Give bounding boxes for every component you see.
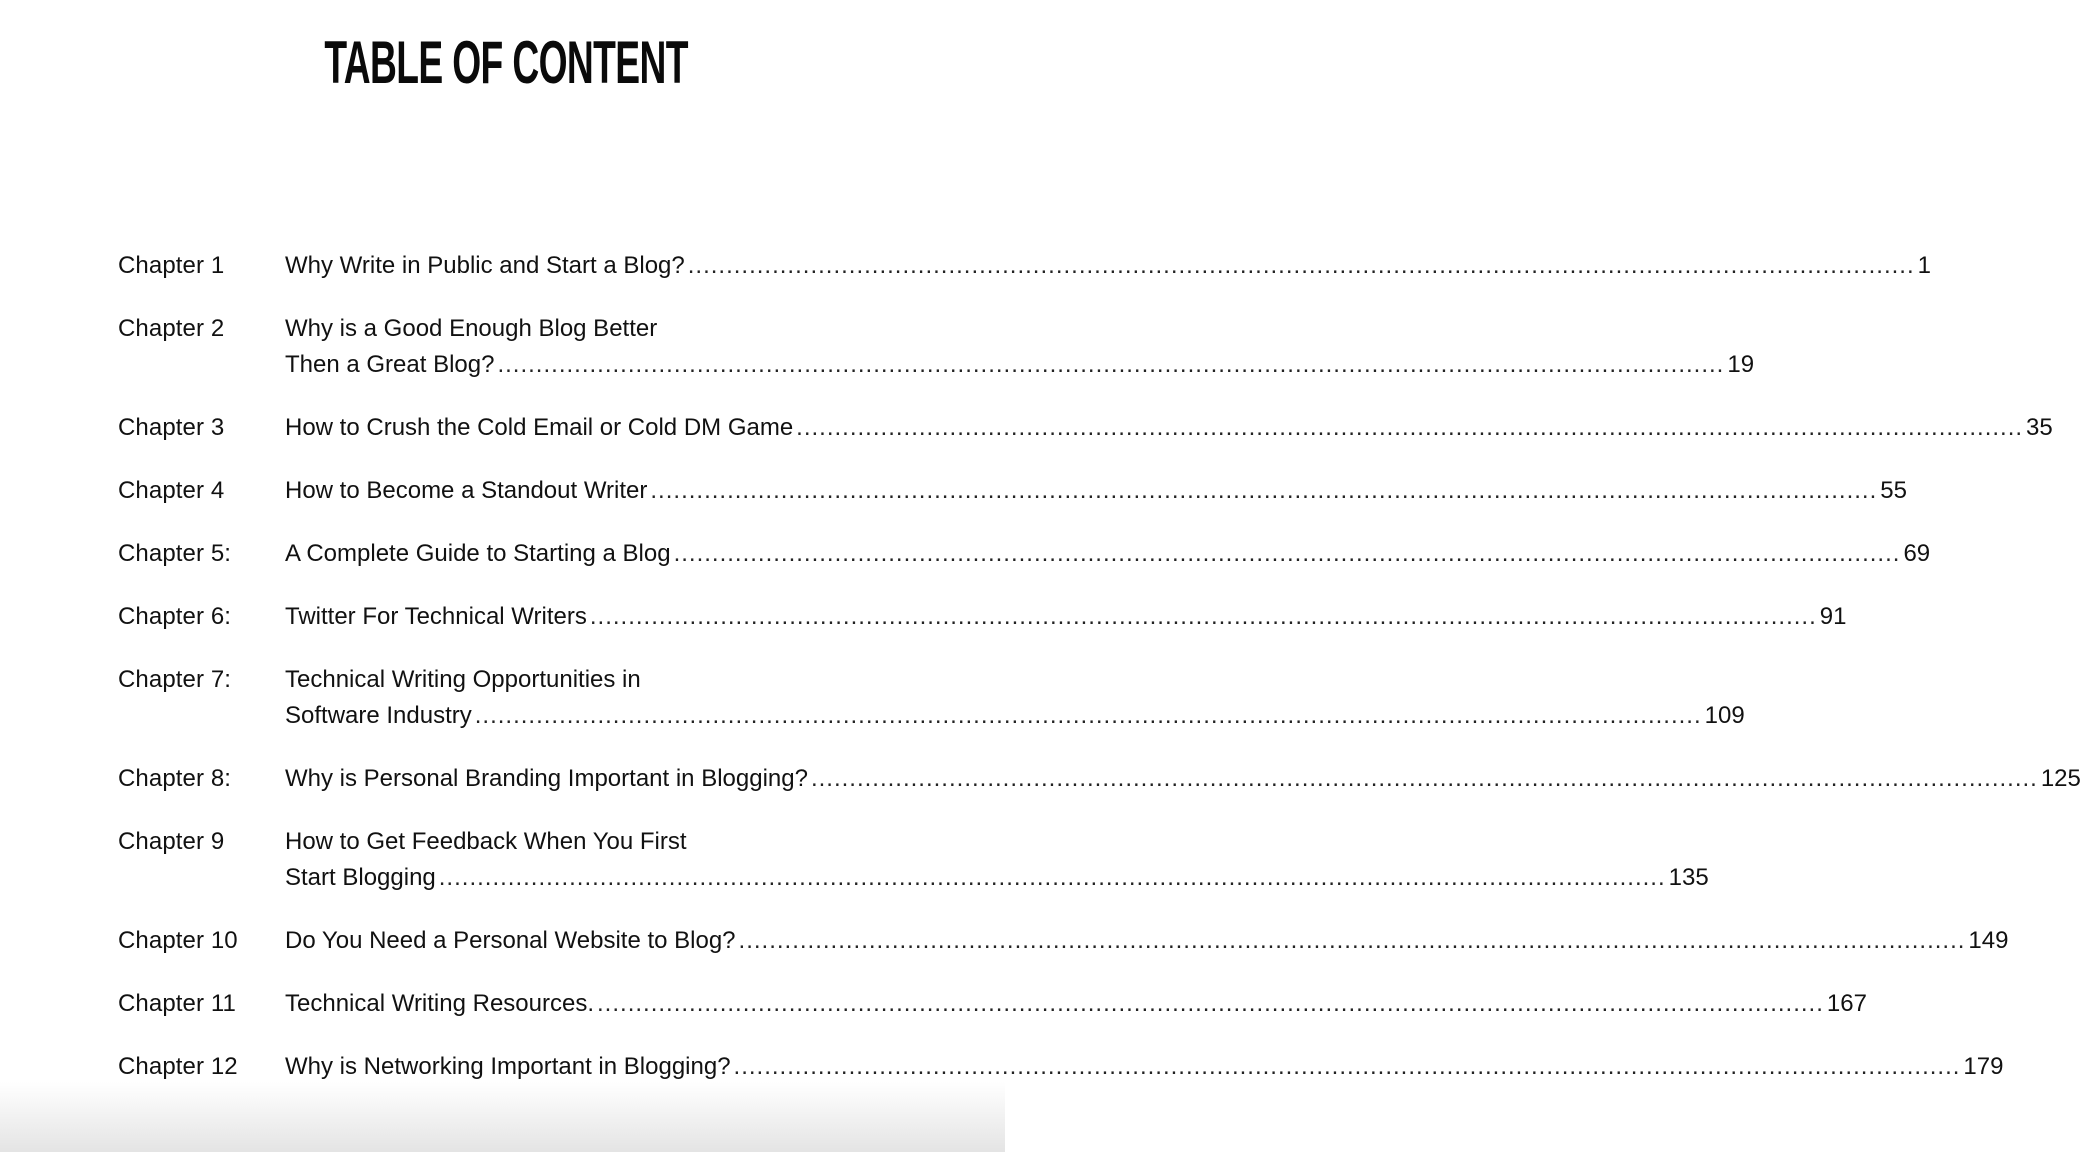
entry-title: Twitter For Technical Writers (285, 603, 587, 630)
entry-body (285, 536, 1930, 572)
entry-body (285, 1049, 2003, 1085)
page-number: 19 (1727, 351, 1755, 378)
dot-leader (590, 599, 1817, 635)
chapter-label: Chapter 11 (118, 990, 236, 1017)
entry-title: Why is Networking Important in Blogging? (285, 1053, 731, 1080)
dot-leader (796, 410, 2023, 446)
page-bottom-shadow (0, 1082, 1005, 1152)
entry-body (285, 599, 1846, 635)
entry-last-line (285, 473, 1907, 509)
toc-entry (118, 986, 1867, 1022)
toc-entry (118, 473, 1907, 509)
entry-title: A Complete Guide to Starting a Blog (285, 540, 671, 567)
entry-title: How to Crush the Cold Email or Cold DM Game (285, 414, 794, 441)
entry-last-line (285, 761, 2081, 797)
toc-entry (118, 923, 2009, 959)
entry-title-line1: Technical Writing Opportunities in (285, 666, 641, 693)
page-title: TABLE OF CONTENT (324, 29, 688, 96)
page-number: 91 (1819, 603, 1847, 630)
toc-entry (118, 248, 1931, 284)
entry-last-line (285, 410, 2053, 446)
toc-entry (118, 536, 1931, 572)
toc-entry (118, 1049, 2004, 1085)
entry-last-line (285, 347, 1754, 383)
entry-title: Why is Personal Branding Important in Blogging? (285, 765, 808, 792)
chapter-label: Chapter 5: (118, 540, 232, 567)
entry-body (285, 662, 1745, 734)
chapter-label: Chapter 12 (118, 1053, 238, 1080)
dot-leader (688, 248, 1915, 284)
page-number: 125 (2040, 765, 2081, 792)
entry-last-line (285, 860, 1709, 896)
entry-title: Technical Writing Resources. (285, 990, 595, 1017)
chapter-label: Chapter 9 (118, 828, 225, 855)
dot-leader (439, 860, 1666, 896)
entry-title-line1: How to Get Feedback When You First (285, 828, 687, 855)
entry-body (285, 311, 1754, 383)
page-number: 149 (1968, 927, 2009, 954)
toc-entry (118, 662, 1745, 734)
chapter-label: Chapter 1 (118, 252, 225, 279)
chapter-label: Chapter 7: (118, 666, 232, 693)
entry-title-line1: Why is a Good Enough Blog Better (285, 315, 658, 342)
entry-body (285, 986, 1867, 1022)
entry-title: Then a Great Blog? (285, 351, 495, 378)
dot-leader (734, 1049, 1961, 1085)
dot-leader (597, 986, 1824, 1022)
chapter-label: Chapter 3 (118, 414, 225, 441)
chapter-label: Chapter 4 (118, 477, 225, 504)
dot-leader (674, 536, 1901, 572)
entry-last-line (285, 248, 1931, 284)
page-number: 167 (1826, 990, 1867, 1017)
toc-entry (118, 599, 1847, 635)
chapter-label: Chapter 10 (118, 927, 238, 954)
entry-body (285, 824, 1709, 896)
page-number: 1 (1917, 252, 1931, 279)
entry-body (285, 473, 1907, 509)
entry-body (285, 410, 2053, 446)
page-number: 179 (1963, 1053, 2004, 1080)
entry-last-line (285, 536, 1930, 572)
entry-last-line (285, 1049, 2003, 1085)
entry-title: How to Become a Standout Writer (285, 477, 648, 504)
toc-entry (118, 311, 1755, 383)
chapter-label: Chapter 2 (118, 315, 225, 342)
table-of-contents (118, 248, 2081, 1112)
toc-entry (118, 410, 2053, 446)
entry-last-line (285, 986, 1867, 1022)
dot-leader (650, 473, 1877, 509)
entry-body (285, 248, 1931, 284)
dot-leader (475, 698, 1702, 734)
page-number: 69 (1903, 540, 1931, 567)
entry-title: Do You Need a Personal Website to Blog? (285, 927, 736, 954)
dot-leader (811, 761, 2038, 797)
page-number: 35 (2026, 414, 2053, 441)
entry-title: Start Blogging (285, 864, 436, 891)
page-number: 135 (1668, 864, 1709, 891)
chapter-label: Chapter 8: (118, 765, 232, 792)
page-number: 109 (1704, 702, 1745, 729)
chapter-label: Chapter 6: (118, 603, 232, 630)
dot-leader (739, 923, 1966, 959)
dot-leader (497, 347, 1724, 383)
toc-entry (118, 824, 1709, 896)
entry-last-line (285, 698, 1745, 734)
entry-title: Why Write in Public and Start a Blog? (285, 252, 685, 279)
page-number: 55 (1880, 477, 1907, 504)
toc-entry (118, 761, 2081, 797)
entry-body (285, 923, 2008, 959)
entry-title: Software Industry (285, 702, 472, 729)
entry-last-line (285, 599, 1846, 635)
entry-last-line (285, 923, 2008, 959)
entry-body (285, 761, 2081, 797)
